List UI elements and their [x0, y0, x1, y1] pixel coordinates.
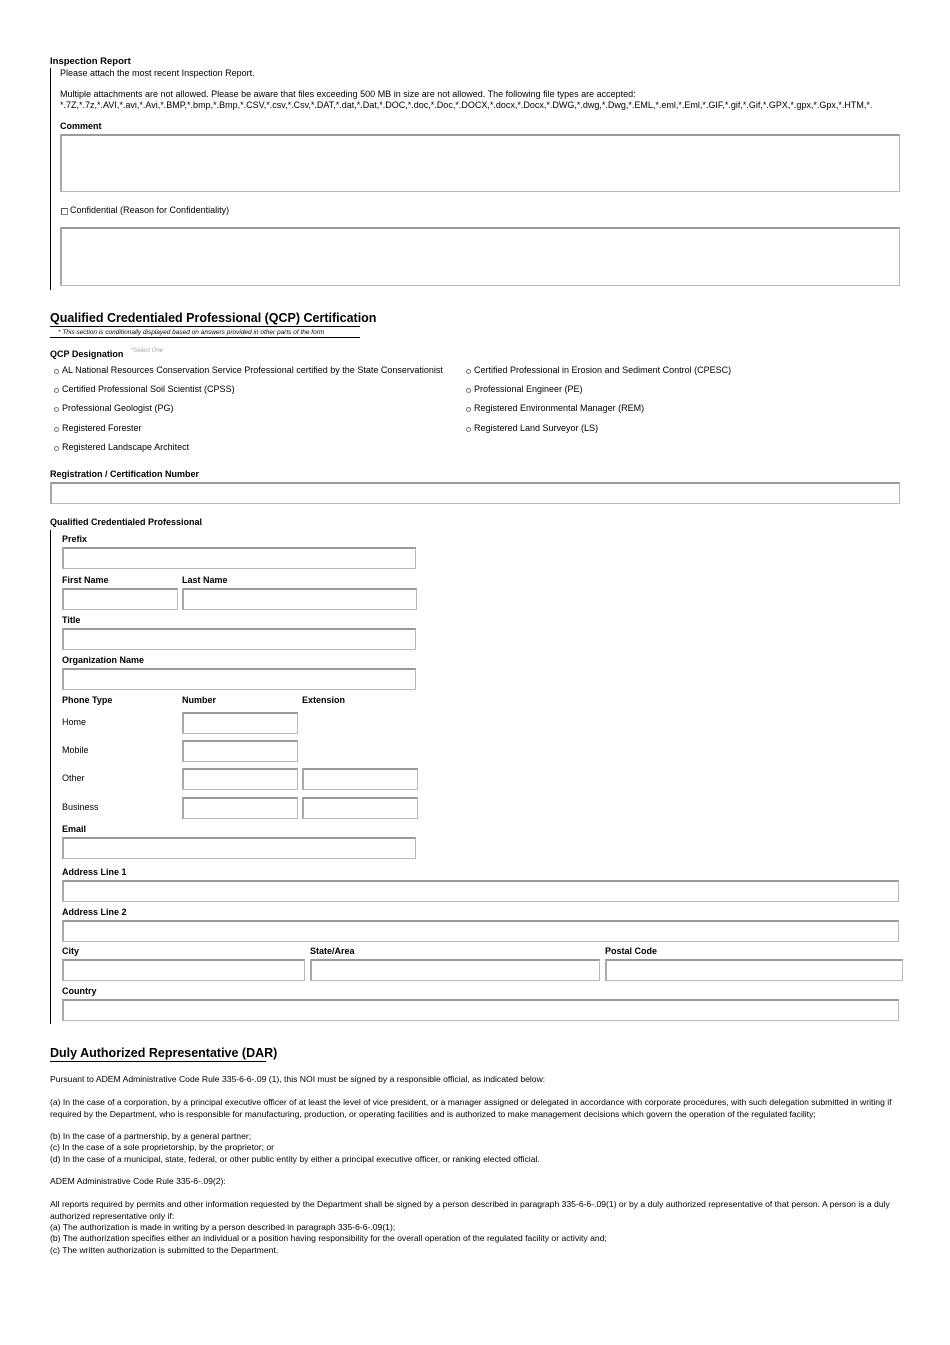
- radio-label-forester: Registered Forester: [62, 423, 142, 433]
- radio-label-nrcs: AL National Resources Conservation Service Professional certified by the State Conservationist: [62, 365, 443, 375]
- confidential-label: Confidential (Reason for Confidentiality): [70, 205, 230, 215]
- qcp-designation-hint: *Select One: [131, 348, 164, 354]
- radio-label-ls: Registered Land Surveyor (LS): [474, 423, 599, 433]
- business-number-input[interactable]: [182, 797, 298, 819]
- dar-list1-a: (a) In the case of a corporation, by a principal executive officer of at least the level of vice president, or a manager assigned or delegated in accordance with corporate procedures, with such delegation submitted in writing if required by the Department, who is responsible for manufacturing, production, or operating facilities and is authorized to make management decisions which govern the operation of the regulated facility;: [50, 1097, 892, 1119]
- phone-type-home: Home: [62, 717, 87, 727]
- other-extension-input[interactable]: [302, 768, 418, 790]
- address1-input[interactable]: [62, 880, 899, 902]
- inspection-instruction: Please attach the most recent Inspection Report.: [60, 68, 255, 78]
- radio-rem[interactable]: [466, 407, 471, 412]
- phone-type-business: Business: [62, 802, 99, 812]
- comment-textarea[interactable]: [60, 134, 900, 192]
- radio-label-pg: Professional Geologist (PG): [62, 403, 174, 413]
- dar-list1-b: (b) In the case of a partnership, by a general partner;: [50, 1131, 252, 1141]
- address1-label: Address Line 1: [62, 867, 127, 877]
- number-header: Number: [182, 695, 217, 705]
- email-label: Email: [62, 824, 87, 834]
- dar-list2-b: (b) The authorization specifies either an individual or a position having responsibility for the overall operation of the regulated facility or activity and;: [50, 1233, 607, 1243]
- last-name-input[interactable]: [182, 588, 417, 610]
- radio-label-cpesc: Certified Professional in Erosion and Sediment Control (CPESC): [474, 365, 732, 375]
- home-number-input[interactable]: [182, 712, 298, 734]
- radio-cpesc[interactable]: [466, 369, 471, 374]
- state-label: State/Area: [310, 946, 355, 956]
- qcp-left-border: [50, 530, 51, 1024]
- phone-type-other: Other: [62, 773, 85, 783]
- section-left-border: [50, 68, 51, 290]
- country-label: Country: [62, 986, 97, 996]
- radio-label-cpss: Certified Professional Soil Scientist (CPSS): [62, 384, 235, 394]
- inspection-report-title: Inspection Report: [50, 56, 131, 67]
- radio-nrcs[interactable]: [54, 369, 59, 374]
- title-input[interactable]: [62, 628, 416, 650]
- extension-header: Extension: [302, 695, 346, 705]
- last-name-label: Last Name: [182, 575, 228, 585]
- dar-para2: All reports required by permits and other information requested by the Department shall be signed by a person described in paragraph 335-6-6-.09(1) or by a duly authorized representative of that person. A person is a duly authorized representative only if:: [50, 1199, 890, 1221]
- postal-input[interactable]: [605, 959, 903, 981]
- radio-pe[interactable]: [466, 388, 471, 393]
- dar-list1-c: (c) In the case of a sole proprietorship, by the proprietor; or: [50, 1142, 275, 1152]
- business-extension-input[interactable]: [302, 797, 418, 819]
- qcp-section-title: Qualified Credentialed Professional (QCP) Certification: [50, 311, 377, 325]
- dar-list1-d: (d) In the case of a municipal, state, federal, or other public entity by either a principal executive officer, or ranking elected official.: [50, 1154, 540, 1164]
- radio-label-pe: Professional Engineer (PE): [474, 384, 583, 394]
- dar-list2-c: (c) The written authorization is submitted to the Department.: [50, 1245, 279, 1255]
- phone-type-header: Phone Type: [62, 695, 113, 705]
- dar-title-underline: [50, 1061, 266, 1062]
- city-input[interactable]: [62, 959, 305, 981]
- radio-pg[interactable]: [54, 407, 59, 412]
- registration-label: Registration / Certification Number: [50, 469, 200, 479]
- radio-landscape-architect[interactable]: [54, 446, 59, 451]
- state-input[interactable]: [310, 959, 600, 981]
- registration-number-input[interactable]: [50, 482, 900, 504]
- dar-list2-a: (a) The authorization is made in writing by a person described in paragraph 335-6-6-.09(1);: [50, 1222, 396, 1232]
- radio-label-rem: Registered Environmental Manager (REM): [474, 403, 645, 413]
- prefix-input[interactable]: [62, 547, 416, 569]
- dar-section-title: Duly Authorized Representative (DAR): [50, 1046, 278, 1060]
- qcp-conditional-note: * This section is conditionally displayed based on answers provided in other parts of the form: [58, 329, 325, 336]
- confidential-reason-textarea[interactable]: [60, 227, 900, 286]
- mobile-number-input[interactable]: [182, 740, 298, 762]
- first-name-input[interactable]: [62, 588, 178, 610]
- email-input[interactable]: [62, 837, 416, 859]
- first-name-label: First Name: [62, 575, 109, 585]
- comment-label: Comment: [60, 121, 102, 131]
- qcp-professional-label: Qualified Credentialed Professional: [50, 517, 203, 527]
- radio-ls[interactable]: [466, 427, 471, 432]
- attachment-note: Multiple attachments are not allowed. Please be aware that files exceeding 500 MB in size are not allowed. The following file types are accepted:: [60, 89, 636, 99]
- radio-label-landscape-architect: Registered Landscape Architect: [62, 442, 190, 452]
- prefix-label: Prefix: [62, 534, 88, 544]
- qcp-title-underline: [50, 326, 360, 327]
- org-label: Organization Name: [62, 655, 145, 665]
- phone-type-mobile: Mobile: [62, 745, 89, 755]
- dar-intro: Pursuant to ADEM Administrative Code Rule 335-6-6-.09 (1), this NOI must be signed by a responsible official, as indicated below:: [50, 1074, 546, 1084]
- radio-forester[interactable]: [54, 427, 59, 432]
- title-label: Title: [62, 615, 81, 625]
- address2-label: Address Line 2: [62, 907, 127, 917]
- other-number-input[interactable]: [182, 768, 298, 790]
- dar-rule2: ADEM Administrative Code Rule 335-6-.09(2):: [50, 1176, 226, 1186]
- qcp-designation-label: QCP Designation: [50, 349, 124, 359]
- city-label: City: [62, 946, 80, 956]
- postal-label: Postal Code: [605, 946, 658, 956]
- radio-cpss[interactable]: [54, 388, 59, 393]
- confidential-checkbox[interactable]: [61, 208, 68, 215]
- country-input[interactable]: [62, 999, 899, 1021]
- address2-input[interactable]: [62, 920, 899, 942]
- org-input[interactable]: [62, 668, 416, 690]
- qcp-note-underline: [50, 337, 360, 338]
- file-types-list: *.7Z,*.7z,*.AVI,*.avi,*.Avi,*.BMP,*.bmp,*.Bmp,*.CSV,*.csv,*.Csv,*.DAT,*.dat,*.Dat,*.DOC,*.doc,*.Doc,*.DOCX,*.docx,*.Docx,*.DWG,*.dwg,*.Dwg,*.EML,*.eml,*.Eml,*.GIF,*.gif,*.Gif,*.GPX,*.gpx,*.Gpx,*.HTM,*.: [60, 100, 873, 110]
